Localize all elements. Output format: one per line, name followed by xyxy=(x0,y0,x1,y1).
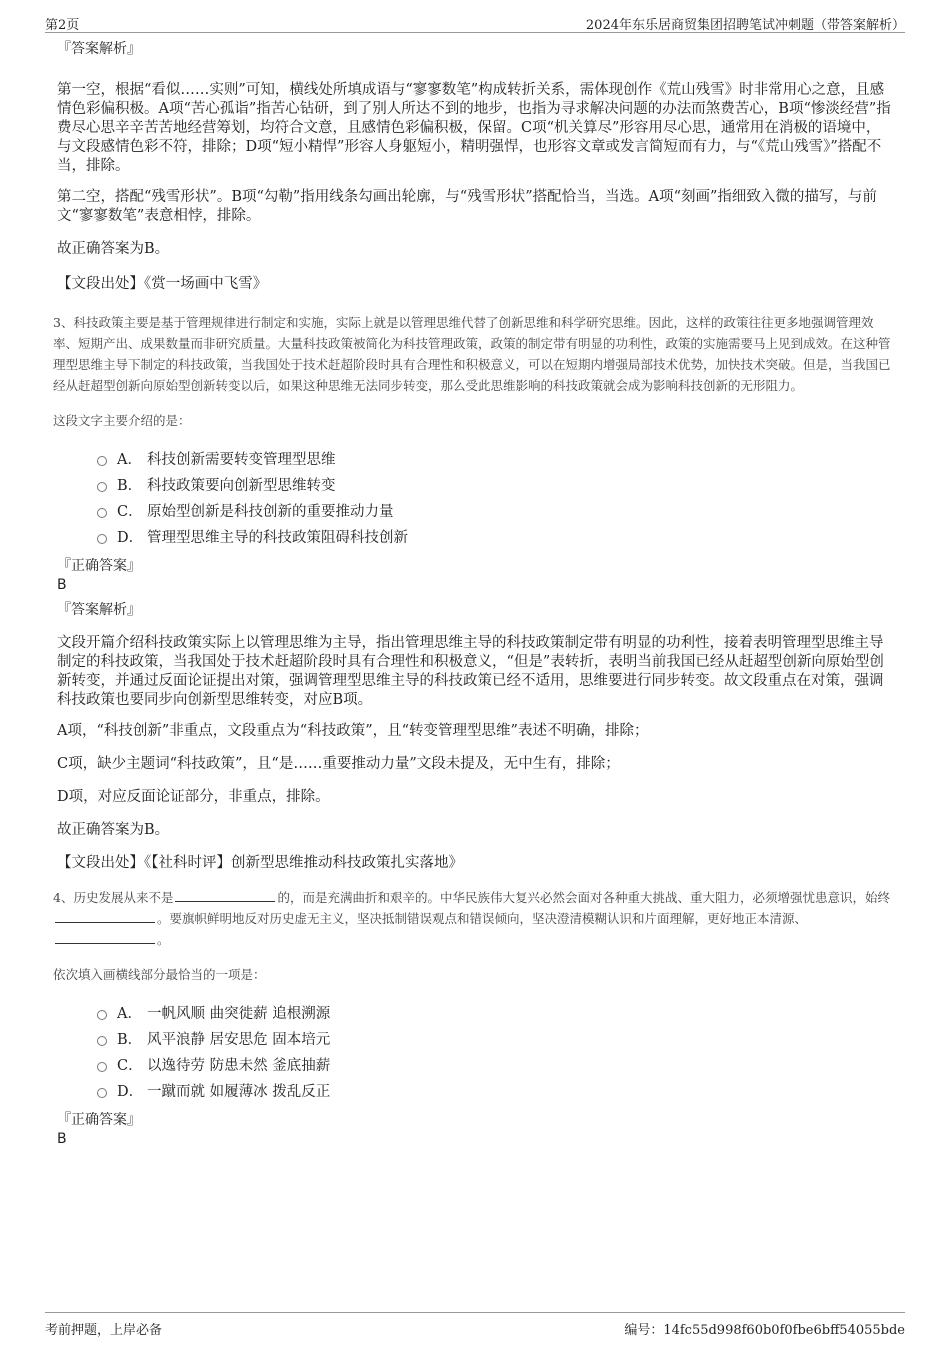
q4-option-a[interactable] xyxy=(97,999,893,1025)
fill-blank-1 xyxy=(175,889,275,902)
option-text: 科技政策要向创新型思维转变 xyxy=(147,477,336,494)
radio-icon[interactable] xyxy=(97,1062,107,1072)
document-title: 2024年东乐居商贸集团招聘笔试冲刺题（带答案解析） xyxy=(585,18,905,33)
option-key: A． xyxy=(117,1005,142,1022)
q3-question-text: 3、科技政策主要是基于管理规律进行制定和实施，实际上就是以管理思维代替了创新思维和科学研究思维。因此，这样的政策往往更多地强调管理效率、短期产出、成果数量而非研究质量。大量科技政策被简化为科技管理政策，政策的制定带有明显的功利性，政策的实施需要马上见到成效。在这种管理型思维主导下制定的科技政策，当我国处于技术赶超阶段时具有合理性和积极意义，可以在短期内增强局部技术优势，加快技术突破。但是，当我国已经从赶超型创新向原始型创新转变以后，如果这种思维无法同步转变，那么受此思维影响的科技政策就会成为影响科技创新的无形阻力。 xyxy=(53,315,891,393)
page-header xyxy=(45,10,905,33)
q3-analysis-para4: D项，对应反面论证部分，非重点，排除。 xyxy=(57,789,330,805)
option-key: B． xyxy=(117,1031,143,1048)
option-key: D． xyxy=(117,1083,144,1100)
fill-blank-3 xyxy=(55,931,155,944)
option-text: 一帆风顺 曲突徙薪 追根溯源 xyxy=(147,1005,331,1022)
q3-option-b[interactable] xyxy=(97,471,893,497)
q4-option-c[interactable] xyxy=(97,1051,893,1077)
q4-question-text xyxy=(53,887,893,950)
q3-option-d[interactable] xyxy=(97,523,893,549)
radio-icon[interactable] xyxy=(97,456,107,466)
q3-options xyxy=(97,445,893,549)
radio-icon[interactable] xyxy=(97,508,107,518)
radio-icon[interactable] xyxy=(97,1010,107,1020)
q3-source: 【文段出处】《【社科时评】创新型思维推动科技政策扎实落地》 xyxy=(57,855,463,871)
q4-prompt: 依次填入画横线部分最恰当的一项是： xyxy=(53,967,266,982)
option-text: 以逸待劳 防患未然 釜底抽薪 xyxy=(147,1057,331,1074)
option-key: A． xyxy=(117,451,142,468)
q4-option-d[interactable] xyxy=(97,1077,893,1103)
q3-analysis-para2: A项，“科技创新”非重点，文段重点为“科技政策”，且“转变管理型思维”表述不明确，排除； xyxy=(57,723,649,739)
option-key: D． xyxy=(117,529,144,546)
option-text: 一蹴而就 如履薄冰 拨乱反正 xyxy=(147,1083,331,1100)
q4-text-d: 。 xyxy=(157,932,170,947)
option-key: B． xyxy=(117,477,143,494)
radio-icon[interactable] xyxy=(97,482,107,492)
option-text: 风平浪静 居安思危 固本培元 xyxy=(147,1031,331,1048)
q4-options xyxy=(97,999,893,1103)
document-body xyxy=(53,40,893,1149)
q4-option-b[interactable] xyxy=(97,1025,893,1051)
fill-blank-2 xyxy=(55,910,155,923)
q4-correct-answer: B xyxy=(57,1131,67,1147)
option-text: 科技创新需要转变管理型思维 xyxy=(147,451,336,468)
q2-conclusion: 故正确答案为B。 xyxy=(57,241,170,257)
option-key: C． xyxy=(117,1057,143,1074)
q3-option-a[interactable] xyxy=(97,445,893,471)
q3-analysis-para1: 文段开篇介绍科技政策实际上以管理思维为主导，指出管理思维主导的科技政策制定带有明显的功利性，接着表明管理型思维主导制定的科技政策，当我国处于技术赶超阶段时具有合理性和积极意义，“但是”表转折，表明当前我国已经从赶超型创新向原始型创新转变，并通过反面论证提出对策，强调管理型思维主导的科技政策已经不适用，思维要进行同步转变。故文段重点在对策，强调科技政策也要同步向创新型思维转变，对应B项。 xyxy=(57,635,884,708)
q2-analysis-para1: 第一空，根据“看似……实则”可知，横线处所填成语与“寥寥数笔”构成转折关系，需体现创作《荒山残雪》时非常用心之意，且感情色彩偏积极。A项“苦心孤诣”指苦心钻研，到了别人所达不到的地步，也指为寻求解决问题的办法而煞费苦心，B项“惨淡经营”指费尽心思辛辛苦苦地经营筹划，均符合文意，且感情色彩偏积极，保留。C项“机关算尽”形容用尽心思，通常用在消极的语境中，与文段感情色彩不符，排除；D项“短小精悍”形容人身躯短小，精明强悍，也形容文章或发言简短而有力，与“《荒山残雪》”搭配不当，排除。 xyxy=(57,82,891,174)
option-text: 原始型创新是科技创新的重要推动力量 xyxy=(147,503,394,520)
q4-correct-label: 『正确答案』 xyxy=(57,1112,141,1128)
radio-icon[interactable] xyxy=(97,1088,107,1098)
q3-conclusion: 故正确答案为B。 xyxy=(57,822,170,838)
q2-source: 【文段出处】《赏一场画中飞雪》 xyxy=(57,276,268,292)
radio-icon[interactable] xyxy=(97,1036,107,1046)
page-footer xyxy=(45,1312,905,1339)
q3-analysis-label: 『答案解析』 xyxy=(57,602,141,618)
q3-option-c[interactable] xyxy=(97,497,893,523)
q4-text-a: 4、历史发展从来不是 xyxy=(53,890,174,905)
footer-slogan: 考前押题，上岸必备 xyxy=(45,1323,163,1338)
q4-text-b: 的，而是充满曲折和艰辛的。中华民族伟大复兴必然会面对各种重大挑战、重大阻力，必须增强忧患意识，始终 xyxy=(277,890,890,905)
option-text: 管理型思维主导的科技政策阻碍科技创新 xyxy=(147,529,408,546)
option-key: C． xyxy=(117,503,143,520)
q3-correct-answer: B xyxy=(57,577,67,593)
q4-text-c: 。要旗帜鲜明地反对历史虚无主义，坚决抵制错误观点和错误倾向，坚决澄清模糊认识和片面理解，更好地正本清源、 xyxy=(157,911,808,926)
radio-icon[interactable] xyxy=(97,534,107,544)
q3-prompt: 这段文字主要介绍的是： xyxy=(53,413,191,428)
q3-correct-label: 『正确答案』 xyxy=(57,558,141,574)
q3-analysis-para3: C项，缺少主题词“科技政策”，且“是……重要推动力量”文段未提及，无中生有，排除； xyxy=(57,756,620,772)
q2-analysis-para2: 第二空，搭配“残雪形状”。B项“勾勒”指用线条勾画出轮廓，与“残雪形状”搭配恰当，当选。A项“刻画”指细致入微的描写，与前文“寥寥数笔”表意相悖，排除。 xyxy=(57,189,877,224)
q2-analysis-label: 『答案解析』 xyxy=(57,41,141,57)
document-id: 编号：14fc55d998f60b0f0fbe6bff54055bde xyxy=(624,1323,905,1338)
page-number: 第2页 xyxy=(45,18,80,33)
